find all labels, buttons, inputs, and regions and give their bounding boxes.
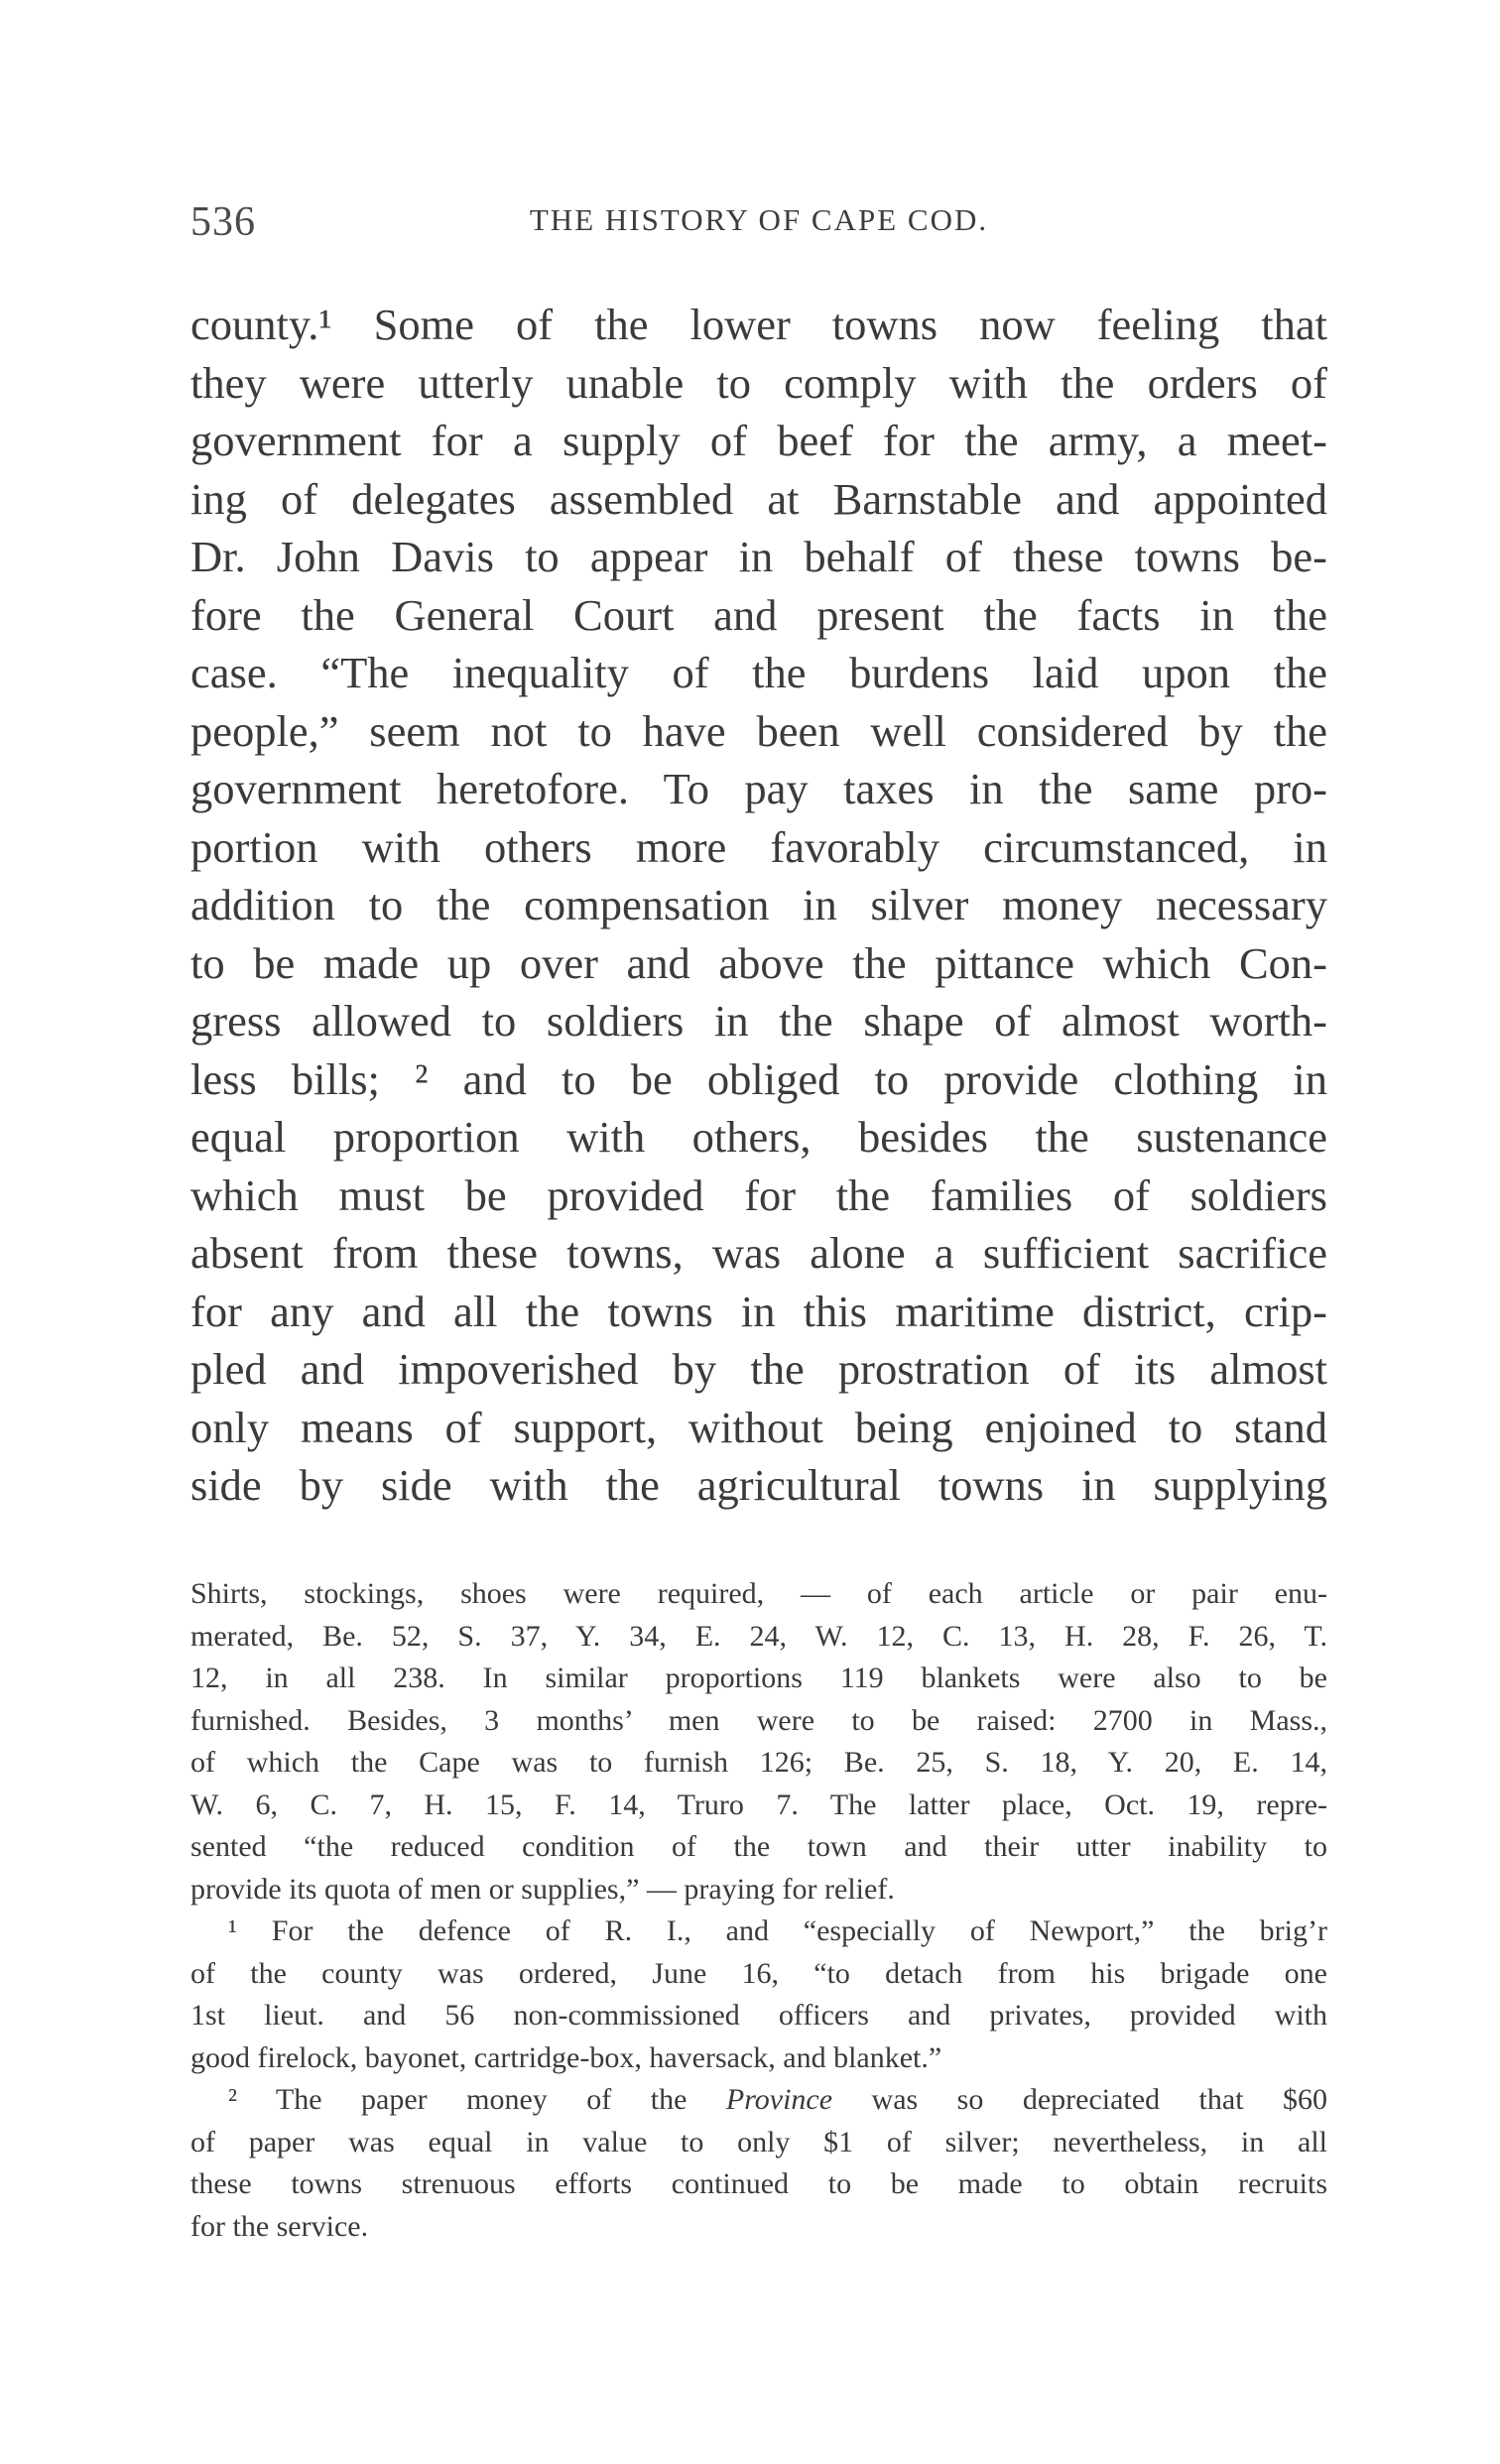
footnote-line: these towns strenuous efforts continued to be made to obtain recruits [190,2167,1327,2200]
footnote-1 [190,1910,1327,2079]
footnote-line: sented “the reduced condition of the town and their utter inability to [190,1830,1327,1863]
footnote-text: was so depreciated that $60 [871,2083,1328,2116]
body-line: Dr. John Davis to appear in behalf of these towns be- [190,532,1327,581]
footnote-line: good firelock, bayonet, cartridge-box, haversack, and blanket.” [190,2040,942,2074]
footnote-line: 12, in all 238. In similar proportions 119 blankets were also to be [190,1662,1327,1694]
body-line: pled and impoverished by the prostration of its almost [190,1344,1327,1394]
footnote-line: furnished. Besides, 3 months’ men were to be raised: 2700 in Mass., [190,1703,1327,1737]
footnote-text: ² The paper money of the [228,2083,688,2116]
footnote-line: of which the Cape was to furnish 126; Be. 25, S. 18, Y. 20, E. 14, [190,1746,1327,1779]
footnote-continued [190,1573,1327,1910]
body-line: side by side with the agricultural towns in supplying [190,1460,1327,1510]
body-line: county.¹ Some of the lower towns now feeling that [190,300,1327,349]
footnote-line: of the county was ordered, June 16, “to detach from his brigade one [190,1956,1327,1990]
running-head: THE HISTORY OF CAPE COD. [529,202,989,237]
body-line: government heretofore. To pay taxes in the same pro- [190,764,1327,813]
body-line: absent from these towns, was alone a sufficient sacrifice [190,1228,1327,1278]
body-line: addition to the compensation in silver money necessary [190,880,1327,929]
body-line: equal proportion with others, besides the sustenance [190,1112,1327,1162]
body-line: only means of support, without being enjoined to stand [190,1402,1327,1452]
body-line: less bills; ² and to be obliged to provide clothing in [190,1053,1327,1104]
body-line: they were utterly unable to comply with the orders of [190,357,1327,408]
footnote-line [190,2079,1327,2122]
page-header [190,198,1327,258]
body-line: which must be provided for the families of soldiers [190,1170,1327,1220]
footnote-line: provide its quota of men or supplies,” — praying for relief. [190,1872,895,1906]
footnote-line: of paper was equal in value to only $1 of silver; nevertheless, in all [190,2125,1327,2158]
footnote-line: for the service. [190,2209,369,2243]
body-text [190,296,1327,1515]
page-number: 536 [190,199,256,245]
body-line: case. “The inequality of the burdens laid upon the [190,648,1327,697]
body-line: portion with others more favorably circumstanced, in [190,821,1327,872]
body-line: to be made up over and above the pittance which Con- [190,937,1327,988]
body-line: government for a supply of beef for the army, a meet- [190,416,1327,465]
body-line: fore the General Court and present the facts in the [190,589,1327,640]
footnote-line: W. 6, C. 7, H. 15, F. 14, Truro 7. The latter place, Oct. 19, repre- [190,1787,1327,1821]
footnotes [190,1573,1327,2248]
footnote-2 [190,2079,1327,2248]
footnote-line: merated, Be. 52, S. 37, Y. 34, E. 24, W. 12, C. 13, H. 28, F. 26, T. [190,1619,1327,1653]
footnote-line: ¹ For the defence of R. I., and “especially of Newport,” the brig’r [228,1914,1327,1947]
body-line: gress allowed to soldiers in the shape of almost worth- [190,996,1327,1046]
footnote-line: Shirts, stockings, shoes were required, — of each article or pair enu- [190,1577,1327,1610]
footnote-italic-text: Province [725,2083,833,2116]
body-line: people,” seem not to have been well considered by the [190,705,1327,756]
body-line: ing of delegates assembled at Barnstable and appointed [190,473,1327,524]
footnote-line: 1st lieut. and 56 non-commissioned officers and privates, provided with [190,1999,1327,2032]
body-line: for any and all the towns in this maritime district, crip- [190,1286,1327,1336]
